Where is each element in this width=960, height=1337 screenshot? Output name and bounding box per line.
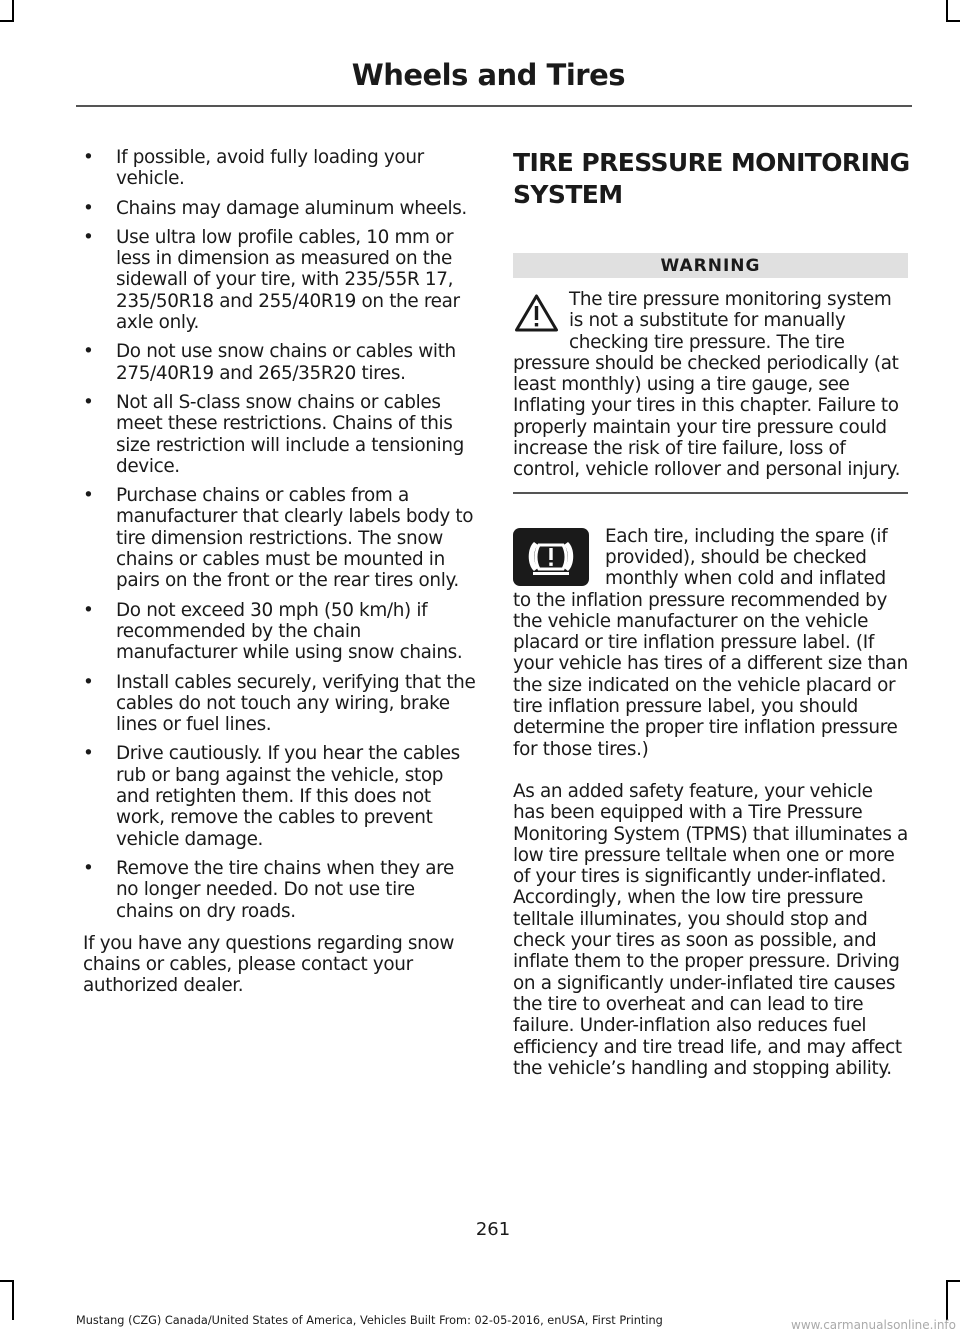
list-item-text: Use ultra low profile cables, 10 mm or less in dimension as measured on the sidewall of your tire, with 235/55R 17, 235/50R18 and 255/40R19 on the rear axle only. (116, 226, 460, 334)
list-item-text: Install cables securely, verifying that the cables do not touch any wiring, brake lines or fuel lines. (116, 671, 476, 736)
list-item (83, 147, 477, 190)
footer-text: Mustang (CZG) Canada/United States of America, Vehicles Built From: 02-05-2016, enUSA, First Printing (76, 1314, 663, 1327)
bullet-marker: • (83, 671, 94, 693)
tpms-paragraph-2: As an added safety feature, your vehicle has been equipped with a Tire Pressure Monitoring System (TPMS) that illuminates a low tire pressure telltale when one or more of your tires is significantly under-inflated. Accordingly, when the low tire pressure telltale illuminates, you should stop and check your tires as soon as possible, and inflate them to the proper pressure. Driving on a significantly under-inflated tire causes the tire to overheat and can lead to tire failure. Under-inflation also reduces fuel efficiency and tire tread life, and may affect the vehicle’s handling and stopping ability. (513, 780, 908, 1079)
crop-mark-top-right-h (946, 20, 960, 22)
list-item-text: Drive cautiously. If you hear the cables rub or bang against the vehicle, stop and retighten them. If this does not work, remove the cables to prevent vehicle damage. (116, 743, 460, 850)
list-item (83, 198, 477, 219)
warning-triangle-icon (514, 293, 559, 333)
list-item (83, 743, 477, 849)
warning-text: The tire pressure monitoring system is not a substitute for manually checking tire pressure. The tire pressure should be checked periodically (at least monthly) using a tire gauge, see Inflating your tires in this chapter. Failure to properly maintain your tire pressure could increase the risk of tire failure, loss of control, vehicle rollover and personal injury. (513, 289, 901, 481)
crop-mark-bottom-right (946, 1280, 948, 1320)
bullet-marker: • (83, 743, 94, 765)
header-rule (76, 105, 912, 107)
bullet-marker: • (83, 857, 94, 879)
crop-mark-top-left (12, 0, 14, 20)
list-item (83, 392, 477, 477)
list-item (83, 341, 477, 384)
warning-label: WARNING (513, 253, 908, 278)
bullet-marker: • (83, 226, 94, 248)
bullet-marker: • (83, 197, 94, 219)
tpms-paragraph-1: Each tire, including the spare (if provided), should be checked monthly when cold and inflated to the inflation pressure recommended by the vehicle manufacturer on the vehicle placard or tire inflation pressure label. (If your vehicle has tires of a different size than the size indicated on the vehicle placard or tire inflation pressure label, you should determine the proper tire inflation pressure for those tires.) (513, 525, 908, 760)
list-item (83, 600, 477, 664)
bullet-marker: • (83, 147, 94, 168)
list-item-text: If possible, avoid fully loading your vehicle. (116, 147, 424, 190)
section-heading (513, 147, 908, 211)
section-heading-line2: SYSTEM (513, 180, 623, 209)
right-column (513, 147, 908, 1079)
list-item (83, 227, 477, 333)
closing-paragraph: If you have any questions regarding snow chains or cables, please contact your authorized dealer. (83, 932, 455, 997)
warning-rule (513, 492, 908, 494)
list-item-text: Not all S-class snow chains or cables meet these restrictions. Chains of this size restriction will include a tensioning device. (116, 391, 464, 477)
page-number: 261 (475, 1219, 511, 1240)
list-item (83, 858, 477, 922)
crop-mark-top-left-h (0, 20, 14, 22)
list-item (83, 485, 477, 591)
list-item-text: Remove the tire chains when they are no longer needed. Do not use tire chains on dry roads. (116, 857, 454, 922)
page-title: Wheels and Tires (351, 58, 625, 92)
warning-block (513, 289, 908, 481)
left-column (83, 147, 477, 997)
list-item-text: Do not exceed 30 mph (50 km/h) if recommended by the chain manufacturer while using snow chains. (116, 599, 463, 664)
bullet-marker: • (83, 391, 94, 413)
list-item-text: Chains may damage aluminum wheels. (116, 197, 467, 219)
section-heading-line1: TIRE PRESSURE MONITORING (513, 148, 910, 177)
bullet-marker: • (83, 341, 94, 363)
list-item-text: Do not use snow chains or cables with 275/40R19 and 265/35R20 tires. (116, 341, 456, 384)
bullet-marker: • (83, 599, 94, 621)
list-item-text: Purchase chains or cables from a manufacturer that clearly labels body to tire dimension restrictions. The snow chains or cables must be mounted in pairs on the front or the rear tires only. (116, 485, 474, 592)
watermark: www.carmanualsonline.info (791, 1318, 956, 1332)
bullet-marker: • (83, 485, 94, 507)
crop-mark-bottom-left (12, 1280, 14, 1320)
list-item (83, 672, 477, 736)
crop-mark-top-right (946, 0, 948, 20)
crop-mark-bottom-right-h (946, 1280, 960, 1282)
tpms-block (513, 526, 908, 760)
tpms-telltale-icon (513, 528, 589, 586)
crop-mark-bottom-left-h (0, 1280, 14, 1282)
bullet-list (83, 147, 477, 922)
